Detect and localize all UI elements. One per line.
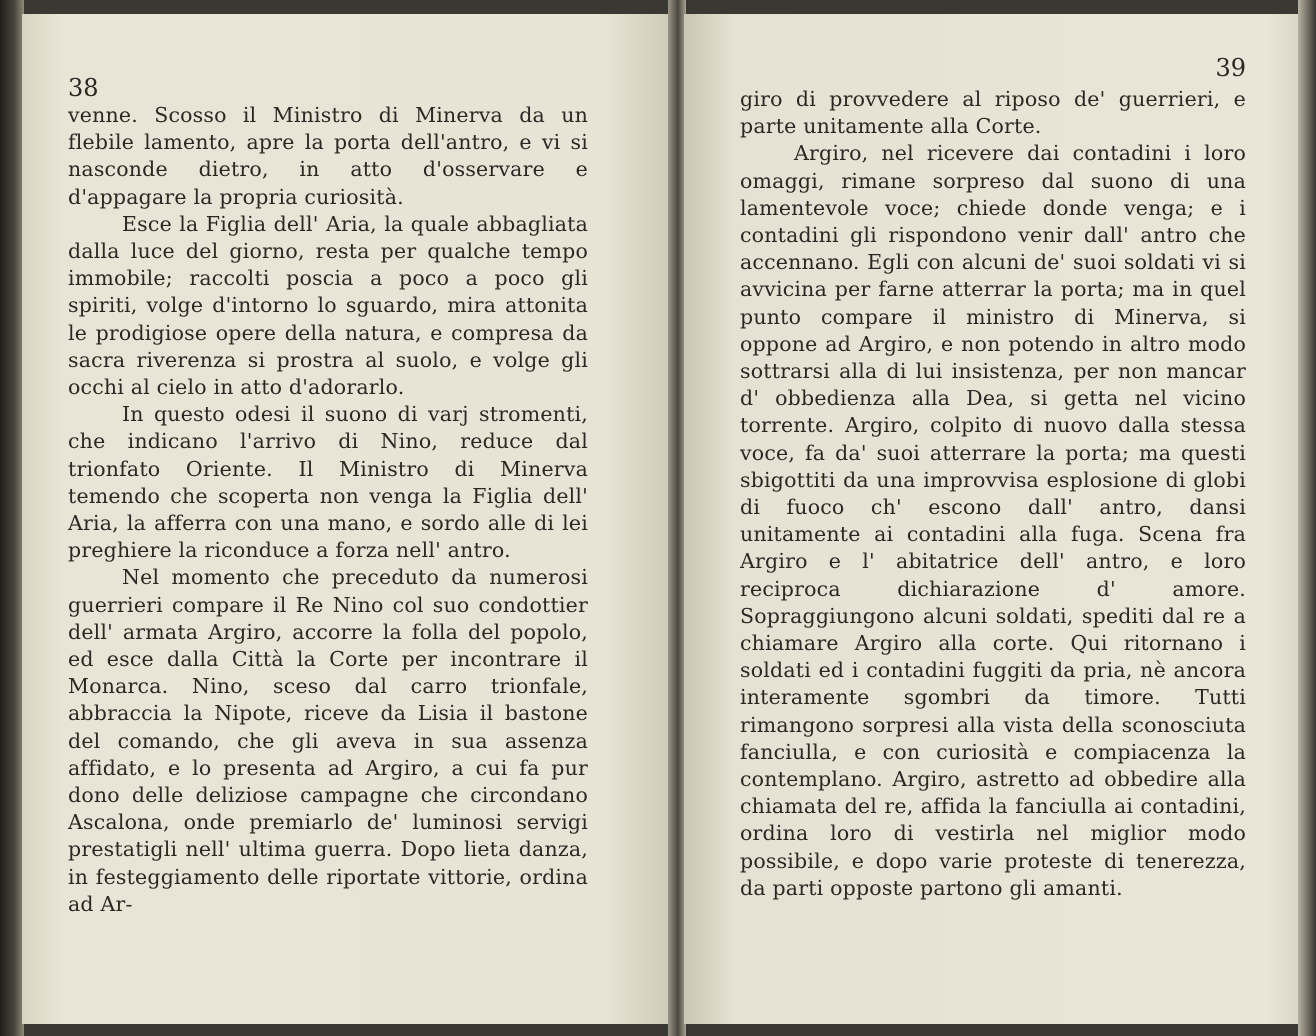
book-edge-right xyxy=(1298,0,1316,1036)
page-number-right: 39 xyxy=(1215,54,1246,82)
left-page-text xyxy=(68,102,588,918)
left-paragraph-4: Nel momento che preceduto da numerosi guerrieri compare il Re Nino col suo condottier dell' armata Argiro, accorre la folla del popolo, ed esce dalla Città la Corte per incontrare il Monarca. Nino, sceso dal carro trionfale, abbraccia la Nipote, riceve da Lisia il bastone del comando, che gli aveva in sua assenza affidato, e lo presenta ad Argiro, a cui fa pur dono delle deliziose campagne che circondano Ascalona, onde premiarlo de' luminosi servigi prestatigli nell' ultima guerra. Dopo lieta danza, in festeggiamento delle riportate vittorie, ordina ad Ar- xyxy=(68,565,588,916)
right-paragraph-1: giro di provvedere al riposo de' guerrieri, e parte unitamente alla Corte. xyxy=(740,87,1246,139)
left-paragraph-1: venne. Scosso il Ministro di Minerva da un flebile lamento, apre la porta dell'antro, e vi si nasconde dietro, in atto d'osservare e d'appagare la propria curiosità. xyxy=(68,103,588,209)
right-paragraph-2: Argiro, nel ricevere dai contadini i loro omaggi, rimane sorpreso dal suono di una lamentevole voce; chiede donde venga; e i contadini gli rispondono venir dall' antro che accennano. Egli con alcuni de' suoi soldati vi si avvicina per farne atterrar la porta; ma in quel punto compare il ministro di Minerva, si oppone ad Argiro, e non potendo in altro modo sottrarsi alla di lui insistenza, per non mancar d' obbedienza alla Dea, si getta nel vicino torrente. Argiro, colpito di nuovo dalla stessa voce, fa da' suoi atterrare la porta; ma questi sbigottiti da una improvvisa esplosione di globi di fuoco ch' escono dall' antro, dansi unitamente ai contadini alla fuga. Scena fra Argiro e l' abitatrice dell' antro, e loro reciproca dichiarazione d' amore. Sopraggiungono alcuni soldati, spediti dal re a chiamare Argiro alla corte. Qui ritornano i soldati ed i contadini fuggiti da pria, nè ancora interamente sgombri da timore. Tutti rimangono sorpresi alla vista della sconosciuta fanciulla, e con curiosità e compiacenza la contemplano. Argiro, astretto ad obbedire alla chiamata del re, affida la fanciulla ai contadini, ordina loro di vestirla nel miglior modo possibile, e dopo varie proteste di tenerezza, da parti opposte partono gli amanti. xyxy=(740,141,1246,900)
right-page xyxy=(684,14,1298,1024)
page-number-left: 38 xyxy=(68,74,99,102)
left-paragraph-2: Esce la Figlia dell' Aria, la quale abbagliata dalla luce del giorno, resta per qualche tempo immobile; raccolti poscia a poco a poco gli spiriti, volge d'intorno lo sguardo, mira attonita le prodigiose opere della natura, e compresa da sacra riverenza si prostra al suolo, e volge gli occhi al cielo in atto d'adorarlo. xyxy=(68,211,588,400)
book-edge-left xyxy=(0,0,24,1036)
right-page-text xyxy=(740,86,1246,902)
left-paragraph-3: In questo odesi il suono di varj stromenti, che indicano l'arrivo di Nino, reduce dal trionfato Oriente. Il Ministro di Minerva temendo che scoperta non venga la Figlia dell' Aria, la afferra con una mano, e sordo alle di lei preghiere la riconduce a forza nell' antro. xyxy=(68,402,588,563)
left-page xyxy=(22,14,670,1024)
